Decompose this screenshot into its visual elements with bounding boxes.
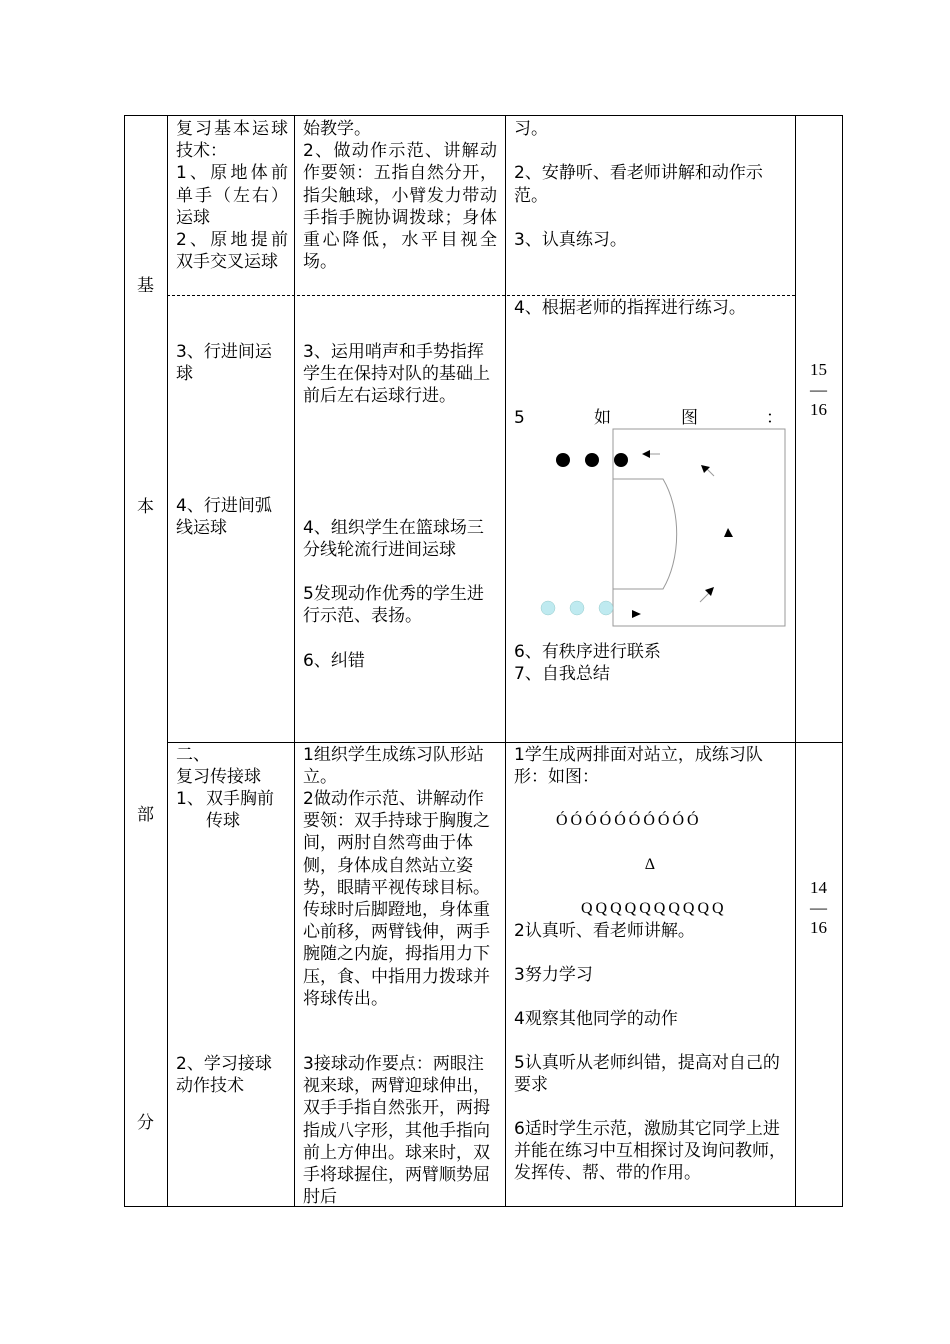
time-1-sep: — [810,380,827,399]
side-label-fen: 分 [137,1113,154,1133]
row3-student-c: 3努力学习 [514,965,593,985]
row1-content: 复习基本运球技术： 1、原地体前单手（左右）运球 2、原地提前双手交叉运球 [176,119,288,273]
row2-fig-colon: ： [766,408,783,428]
side-label-bu: 部 [137,805,154,825]
time-2-bottom: 16 [810,918,827,937]
ball-dark-3 [614,453,628,467]
time-2-top: 14 [810,878,827,897]
formation-row-1: ÓÓÓÓÓÓÓÓÓÓ [556,812,702,829]
ball-light-3 [599,601,613,615]
row3-student-f: 6适时学生示范，激励其它同学上进并能在练习中互相探讨及询问教师，发挥传、帮、带的作用。 [514,1119,786,1184]
side-label-ben: 本 [137,497,154,517]
arrow-right-icon [632,610,641,618]
row3-teacher-b: 2做动作示范、讲解动作要领：双手持球于胸腹之间，两肘自然弯曲于体侧，身体成自然站立姿势，眼睛平视传球目标。传球时后脚蹬地，身体重心前移，两臂钱伸，两手腕随之内旋，拇指用力下压，食、中指用力拨球并将球传出。 [303,789,490,1009]
row3-content-b1: 双手胸前传球 [206,789,274,832]
arrow-diag-down-icon [700,587,714,602]
row2-teacher-a: 3、运用哨声和手势指挥学生在保持对队的基础上前后左右运球行进。 [303,342,490,407]
ball-dark-1 [556,453,570,467]
row3-student-e: 5认真听从老师纠错，提高对自己的要求 [514,1053,780,1096]
row3-student-b: 2认真听、看老师讲解。 [514,921,695,941]
formation-teacher-mark: ∆ [645,856,658,873]
row3-student-d: 4观察其他同学的动作 [514,1009,678,1029]
row3-content-b1-num: 1、 [176,789,204,809]
row3-teacher-c: 3接球动作要点：两眼注视来球，两臂迎球伸出，双手手指自然张开，两拇指成八字形，其他手指向前上方伸出。球来时，双手将球握住，两臂顺势屈肘后 [303,1054,490,1208]
time-2-sep: — [810,898,827,917]
row3-content-c: 2、学习接球动作技术 [176,1054,272,1097]
row2-teacher-d: 6、纠错 [303,651,365,671]
row2-fig-ru: 如 [594,408,611,428]
row1-student: 习。 2、安静听、看老师讲解和动作示范。 3、认真练习。 [514,119,763,251]
row3-student-a: 1学生成两排面对站立，成练习队形：如图： [514,745,763,788]
row2-teacher-c: 5发现动作优秀的学生进行示范、表扬。 [303,584,484,627]
row2-content-b: 4、行进间弧线运球 [176,496,272,539]
row3-teacher-a: 1组织学生成练习队形站立。 [303,745,484,788]
diagram-arc-path [613,479,677,589]
row2-student-a: 4、根据老师的指挥进行练习。 [514,298,746,318]
row2-content-a: 3、行进间运球 [176,342,272,385]
side-label-ji: 基 [137,276,154,296]
ball-light-1 [541,601,555,615]
arrow-diag-up-icon [701,465,714,476]
ball-dark-2 [585,453,599,467]
ball-light-2 [570,601,584,615]
diagram-court-box [613,429,785,626]
row3-content-a: 二、 复习传接球 [176,745,261,788]
arrow-left-icon [642,450,660,458]
row1-teacher: 始教学。 2、做动作示范、讲解动作要领：五指自然分开，指尖触球，小臂发力带动手指手腕协调拨球；身体重心降低，水平目视全场。 [303,119,497,273]
arrow-up-icon [724,528,733,537]
row2-teacher-b: 4、组织学生在篮球场三分线轮流行进间运球 [303,518,484,561]
formation-row-2: QQQQQQQQQQ [581,900,727,917]
time-1-top: 15 [810,360,827,379]
time-1-bottom: 16 [810,400,827,419]
row2-fig-num: 5 [514,408,525,428]
row2-student-b: 6、有秩序进行联系 7、自我总结 [514,642,661,685]
row2-fig-tu: 图 [681,408,698,428]
